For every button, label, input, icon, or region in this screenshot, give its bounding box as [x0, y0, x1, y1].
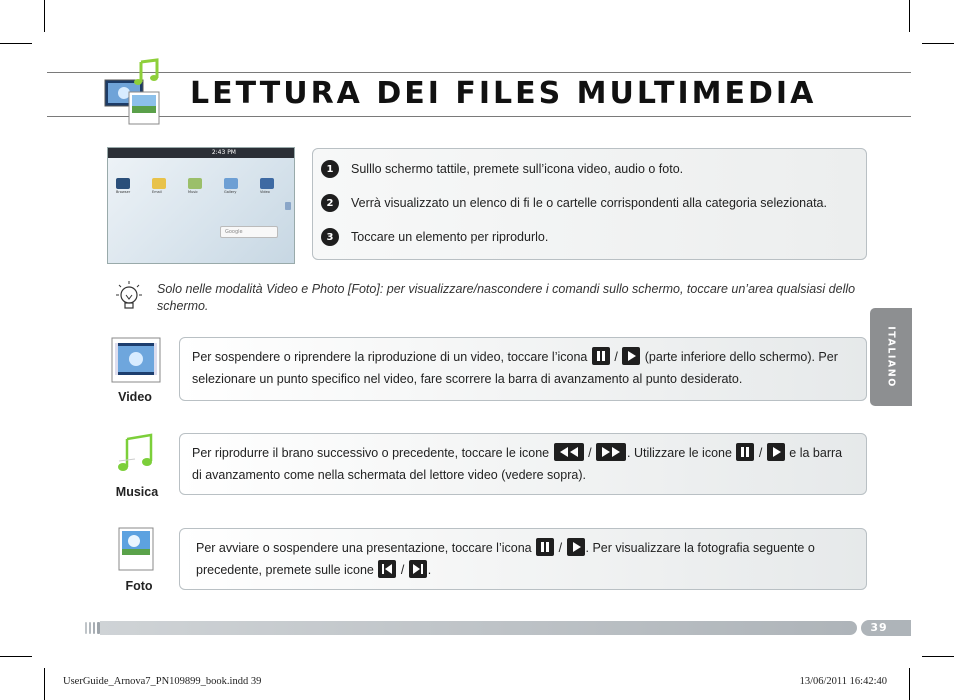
- text: Per avviare o sospendere una presentazione, toccare l’icona: [196, 541, 536, 555]
- status-bar: [108, 148, 294, 158]
- language-tab: [870, 308, 912, 406]
- gallery-app-icon: [224, 178, 238, 189]
- text: . Per visualizzare la fotografia seguente o: [585, 541, 815, 555]
- photo-label: Foto: [125, 579, 153, 593]
- text: /: [397, 563, 408, 577]
- text: /: [610, 350, 622, 364]
- photo-icon: [118, 527, 154, 571]
- crop-mark: [44, 668, 45, 700]
- crop-mark: [44, 0, 45, 32]
- page-number-box: [861, 620, 911, 636]
- step-2: [321, 193, 827, 213]
- page-title: LETTURA DEI FILES MULTIMEDIA: [190, 76, 817, 111]
- text: di avanzamento come nella schermata del lettore video (vedere sopra).: [192, 468, 586, 482]
- pause-icon: [536, 538, 554, 556]
- video-text: [192, 346, 838, 390]
- play-icon: [767, 443, 785, 461]
- language-tab-label: ITALIANO: [885, 326, 897, 388]
- status-time: 2:43 PM: [211, 149, 236, 156]
- search-widget-text: Google: [225, 229, 243, 235]
- text: Per sospendere o riprendere la riproduzione di un video, toccare l’icona: [192, 350, 591, 364]
- text: precedente, premete sulle icone: [196, 563, 378, 577]
- video-box: [179, 337, 867, 401]
- step-text: Sulllo schermo tattile, premete sull’icona video, audio o foto.: [351, 162, 684, 176]
- step-number: 2: [321, 194, 339, 212]
- app-label: Email: [152, 190, 162, 194]
- step-number: 1: [321, 160, 339, 178]
- text: (parte inferiore dello schermo). Per: [641, 350, 838, 364]
- text: .: [427, 563, 432, 577]
- music-app-icon: [188, 178, 202, 189]
- text: /: [555, 541, 566, 555]
- header-rule: [47, 72, 911, 73]
- play-icon: [567, 538, 585, 556]
- footer-stripes: [84, 621, 100, 635]
- play-icon: [622, 347, 640, 365]
- step-3: [321, 227, 548, 247]
- video-label: Video: [118, 390, 152, 404]
- browser-app-icon: [116, 178, 130, 189]
- crop-mark: [922, 656, 954, 657]
- multimedia-icon: [103, 58, 165, 126]
- side-widget: [285, 202, 291, 210]
- crop-mark: [909, 0, 910, 32]
- step-text: Toccare un elemento per riprodurlo.: [351, 230, 549, 244]
- app-label: Video: [260, 190, 270, 194]
- skip-next-icon: [409, 560, 427, 578]
- search-widget: [220, 226, 278, 238]
- music-icon: [115, 431, 159, 475]
- file-slug: UserGuide_Arnova7_PN109899_book.indd 39: [63, 676, 262, 687]
- step-number: 3: [321, 228, 339, 246]
- pause-icon: [736, 443, 754, 461]
- app-label: Gallery: [224, 190, 237, 194]
- footer-bar: [100, 621, 857, 635]
- text: e la barra: [785, 446, 843, 460]
- text: Per riprodurre il brano successivo o precedente, toccare le icone: [192, 446, 553, 460]
- previous-icon: [554, 443, 584, 461]
- crop-mark: [0, 656, 32, 657]
- page-number: 39: [870, 621, 888, 634]
- text: /: [755, 446, 766, 460]
- date-slug: 13/06/2011 16:42:40: [799, 676, 887, 687]
- skip-previous-icon: [378, 560, 396, 578]
- text: /: [584, 446, 596, 460]
- step-1: [321, 159, 683, 179]
- step-text: Verrà visualizzato un elenco di fi le o cartelle corrispondenti alla categoria selezionata.: [351, 196, 827, 210]
- lightbulb-icon: [112, 280, 146, 316]
- crop-mark: [909, 668, 910, 700]
- tip-text: Solo nelle modalità Video e Photo [Foto]: per visualizzare/nascondere i comandi sullo schermo, toccare un’area qualsiasi dello schermo.: [157, 282, 856, 313]
- text: selezionare un punto specifico nel video, fare scorrere la barra di avanzamento al punto desiderato.: [192, 372, 743, 386]
- crop-mark: [0, 43, 32, 44]
- text: . Utilizzare le icone: [627, 446, 736, 460]
- video-icon: [111, 337, 161, 383]
- next-icon: [596, 443, 626, 461]
- app-label: Music: [188, 190, 198, 194]
- header-rule: [47, 116, 911, 117]
- music-box: [179, 433, 867, 495]
- photo-box: [179, 528, 867, 590]
- photo-text: [196, 537, 815, 581]
- steps-box: [312, 148, 867, 260]
- home-screen-thumbnail: [107, 147, 295, 264]
- pause-icon: [592, 347, 610, 365]
- email-app-icon: [152, 178, 166, 189]
- app-label: Browser: [116, 190, 131, 194]
- crop-mark: [922, 43, 954, 44]
- music-text: [192, 442, 842, 486]
- video-app-icon: [260, 178, 274, 189]
- music-label: Musica: [115, 485, 159, 499]
